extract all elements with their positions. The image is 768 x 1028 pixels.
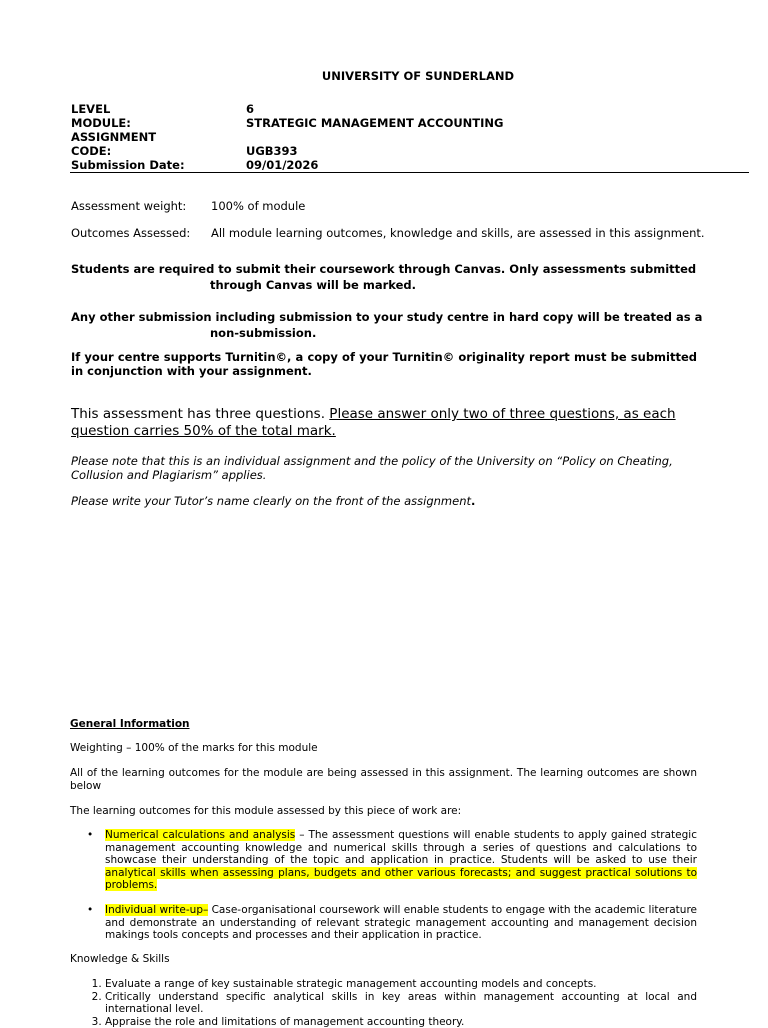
knowledge-skills-heading: Knowledge & Skills (70, 953, 170, 966)
learning-outcome-numerical (105, 829, 697, 892)
questions-plain: This assessment has three questions. (71, 406, 325, 422)
knowledge-skills-list (105, 978, 697, 1028)
header-label: LEVEL (71, 103, 110, 117)
assessment-weight-label: Assessment weight: (71, 199, 186, 213)
questions-instruction (71, 406, 701, 440)
highlight-analytical: analytical skills when assessing plans, budgets and other various forecasts; and suggest practical solutions to problems. (105, 867, 697, 892)
list-item: 2. Critically understand specific analytical skills in key areas within management accounting at local and international level. (105, 991, 697, 1016)
outcomes-label: Outcomes Assessed: (71, 226, 190, 240)
assessment-weight-value: 100% of module (211, 199, 305, 213)
header-label: CODE: (71, 145, 111, 159)
tutor-note-text: Please write your Tutor’s name clearly on the front of the assignment (71, 494, 471, 508)
bullet-icon: • (87, 829, 93, 841)
outcomes-value: All module learning outcomes, knowledge and skills, are assessed in this assignment. (211, 226, 705, 240)
all-outcomes-text: All of the learning outcomes for the module are being assessed in this assignment. The learning outcomes are shown below (70, 767, 697, 792)
highlight-writeup: Individual write-up– (105, 904, 208, 916)
header-value: 6 (246, 103, 254, 117)
other-submission-line2: non-submission. (210, 326, 316, 340)
other-submission-line1: Any other submission including submission to your study centre in hard copy will be treated as a (71, 310, 702, 324)
outcomes-intro: The learning outcomes for this module assessed by this piece of work are: (70, 805, 461, 818)
header-label: Submission Date: (71, 159, 185, 173)
canvas-notice-line2: through Canvas will be marked. (210, 278, 416, 292)
list-item: 3. Appraise the role and limitations of management accounting theory. (105, 1016, 697, 1028)
document-title: UNIVERSITY OF SUNDERLAND (0, 69, 768, 83)
writeup-description: Case-organisational coursework will enable students to engage with the academic literature and demonstrate an understanding of relevant strategic management accounting and management decision makings tools concepts and processes and their application in practice. (105, 904, 697, 941)
header-value: 09/01/2026 (246, 159, 318, 173)
header-label: MODULE: (71, 117, 131, 131)
numerical-description: – The assessment questions will enable students to apply gained strategic management accounting knowledge and numerical skills through a series of questions and calculations to showcase their understanding of the topic and application in practice. Students will be asked to use their (105, 829, 697, 866)
list-item: 1. Evaluate a range of key sustainable strategic management accounting models and concepts. (105, 978, 697, 991)
weighting-text: Weighting – 100% of the marks for this module (70, 742, 318, 755)
tutor-note-period: . (471, 494, 475, 508)
general-info-heading: General Information (70, 718, 190, 731)
policy-note: Please note that this is an individual assignment and the policy of the University on “Policy on Cheating, Collusion and Plagiarism” applies. (71, 454, 701, 482)
header-label: ASSIGNMENT (71, 131, 156, 145)
turnitin-notice: If your centre supports Turnitin©, a copy of your Turnitin© originality report must be submitted in conjunction with your assignment. (71, 350, 697, 378)
learning-outcome-writeup (105, 904, 697, 942)
bullet-icon: • (87, 904, 93, 916)
highlight-numerical: Numerical calculations and analysis (105, 829, 295, 841)
header-divider (70, 172, 749, 173)
tutor-note (71, 494, 475, 508)
questions-underlined: Please answer only two of three questions, as each question carries 50% of the total mark. (71, 406, 676, 439)
canvas-notice-line1: Students are required to submit their coursework through Canvas. Only assessments submitted (71, 262, 696, 276)
header-value: STRATEGIC MANAGEMENT ACCOUNTING (246, 117, 504, 131)
header-value: UGB393 (246, 145, 298, 159)
